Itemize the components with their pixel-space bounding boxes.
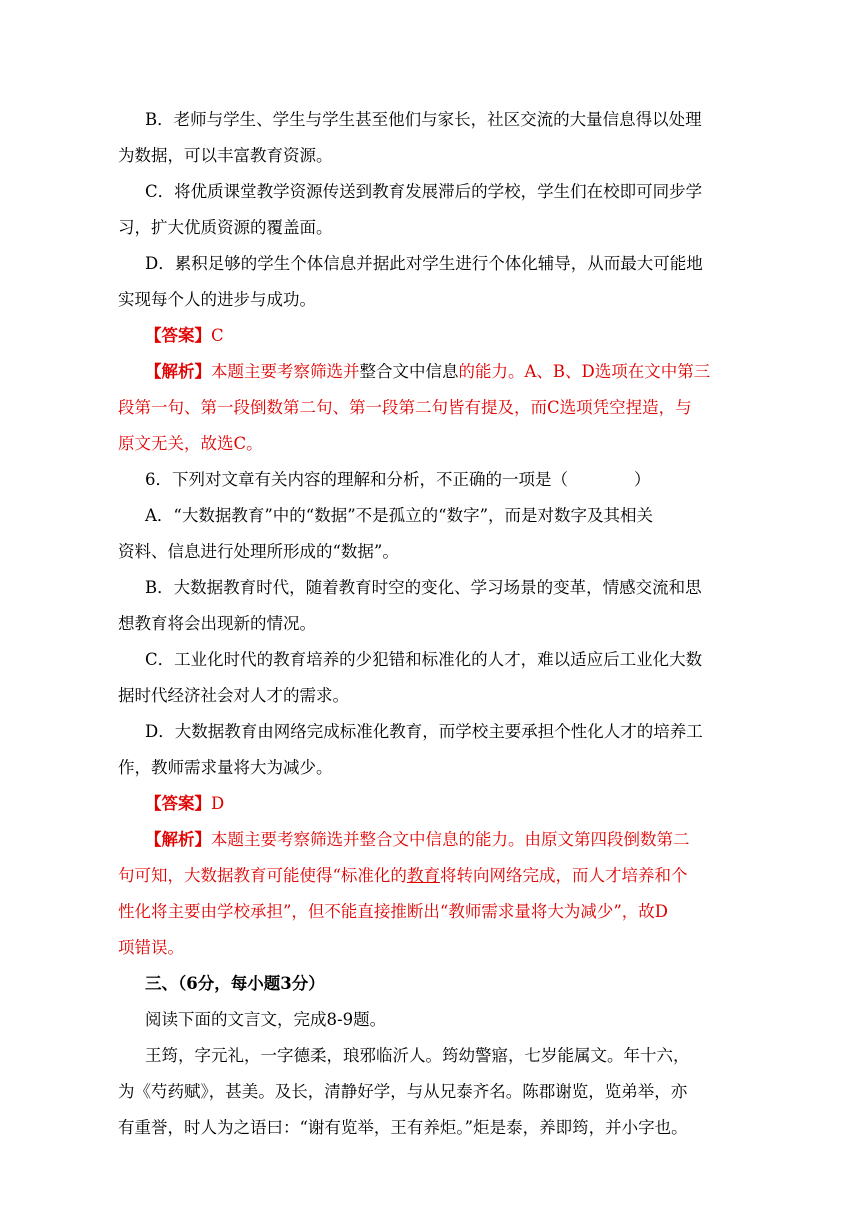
answer-value: C bbox=[211, 326, 224, 345]
q5-option-c-line2: 习，扩大优质资源的覆盖面。 bbox=[118, 218, 333, 237]
analysis-text: 本题主要考察筛选并 bbox=[211, 362, 360, 381]
q5-option-b-line1: B．老师与学生、学生与学生甚至他们与家长，社区交流的大量信息得以处理 bbox=[145, 110, 702, 129]
q5-option-c-line1: C．将优质课堂教学资源传送到教育发展滞后的学校，学生们在校即可同步学 bbox=[145, 182, 703, 201]
q5-analysis-line3: 原文无关，故选C。 bbox=[118, 434, 263, 453]
q6-option-c-line1: C．工业化时代的教育培养的少犯错和标准化的人才，难以适应后工业化大数 bbox=[145, 650, 703, 669]
analysis-underlined-text: 教育 bbox=[406, 866, 440, 885]
q5-option-d-line2: 实现每个人的进步与成功。 bbox=[118, 290, 316, 309]
classical-text-line3: 有重誉，时人为之语曰：“谢有览举，王有养炬。”炬是泰，养即筠，并小字也。 bbox=[118, 1118, 688, 1137]
q6-analysis-line2 bbox=[118, 865, 738, 887]
q5-answer bbox=[145, 325, 765, 347]
q6-option-b-line1: B．大数据教育时代，随着教育时空的变化、学习场景的变革，情感交流和思 bbox=[145, 578, 702, 597]
classical-text-line1: 王筠，字元礼，一字德柔，琅邪临沂人。筠幼警寤，七岁能属文。年十六， bbox=[145, 1046, 690, 1065]
classical-text-line2: 为《芍药赋》，甚美。及长，清静好学，与从兄泰齐名。陈郡谢览，览弟举，亦 bbox=[118, 1082, 688, 1101]
analysis-text: 将转向网络完成，而人才培养和个 bbox=[439, 866, 688, 885]
analysis-text: 的能力。A、B、D选项在文中第三 bbox=[458, 362, 711, 381]
q5-option-d-line1: D．累积足够的学生个体信息并据此对学生进行个体化辅导，从而最大可能地 bbox=[145, 254, 703, 273]
section-instruction: 阅读下面的文言文，完成8-9题。 bbox=[145, 1010, 387, 1029]
q5-option-b-line2: 为数据，可以丰富教育资源。 bbox=[118, 146, 333, 165]
q5-analysis-line1 bbox=[145, 361, 765, 383]
q6-stem: 6．下列对文章有关内容的理解和分析，不正确的一项是（ ） bbox=[145, 470, 651, 489]
analysis-label: 【解析】 bbox=[145, 830, 211, 849]
analysis-label: 【解析】 bbox=[145, 362, 211, 381]
q6-answer bbox=[145, 793, 765, 815]
answer-value: D bbox=[211, 794, 225, 813]
analysis-text-black: 整合文中信息 bbox=[359, 362, 459, 381]
q6-analysis-line4: 项错误。 bbox=[118, 938, 184, 957]
analysis-text: 句可知，大数据教育可能使得“标准化的 bbox=[118, 866, 407, 885]
q6-analysis-line1 bbox=[145, 829, 765, 851]
q6-option-d-line2: 作，教师需求量将大为减少。 bbox=[118, 758, 333, 777]
section-heading: 三、（6分，每小题3分） bbox=[145, 974, 325, 993]
q6-analysis-line3: 性化将主要由学校承担”，但不能直接推断出“教师需求量将大为减少”，故D bbox=[118, 902, 669, 921]
q6-option-a-line1: A．“大数据教育”中的“数据”不是孤立的“数字”，而是对数字及其相关 bbox=[145, 506, 654, 525]
q6-option-d-line1: D．大数据教育由网络完成标准化教育，而学校主要承担个性化人才的培养工 bbox=[145, 722, 703, 741]
analysis-text: 本题主要考察筛选并整合文中信息的能力。由原文第四段倒数第二 bbox=[211, 830, 690, 849]
q6-option-b-line2: 想教育将会出现新的情况。 bbox=[118, 614, 316, 633]
q5-analysis-line2: 段第一句、第一段倒数第二句、第一段第二句皆有提及，而C选项凭空捏造，与 bbox=[118, 398, 692, 417]
answer-label: 【答案】 bbox=[145, 326, 211, 345]
answer-label: 【答案】 bbox=[145, 794, 211, 813]
q6-option-c-line2: 据时代经济社会对人才的需求。 bbox=[118, 686, 349, 705]
q6-option-a-line2: 资料、信息进行处理所形成的“数据”。 bbox=[118, 542, 399, 561]
